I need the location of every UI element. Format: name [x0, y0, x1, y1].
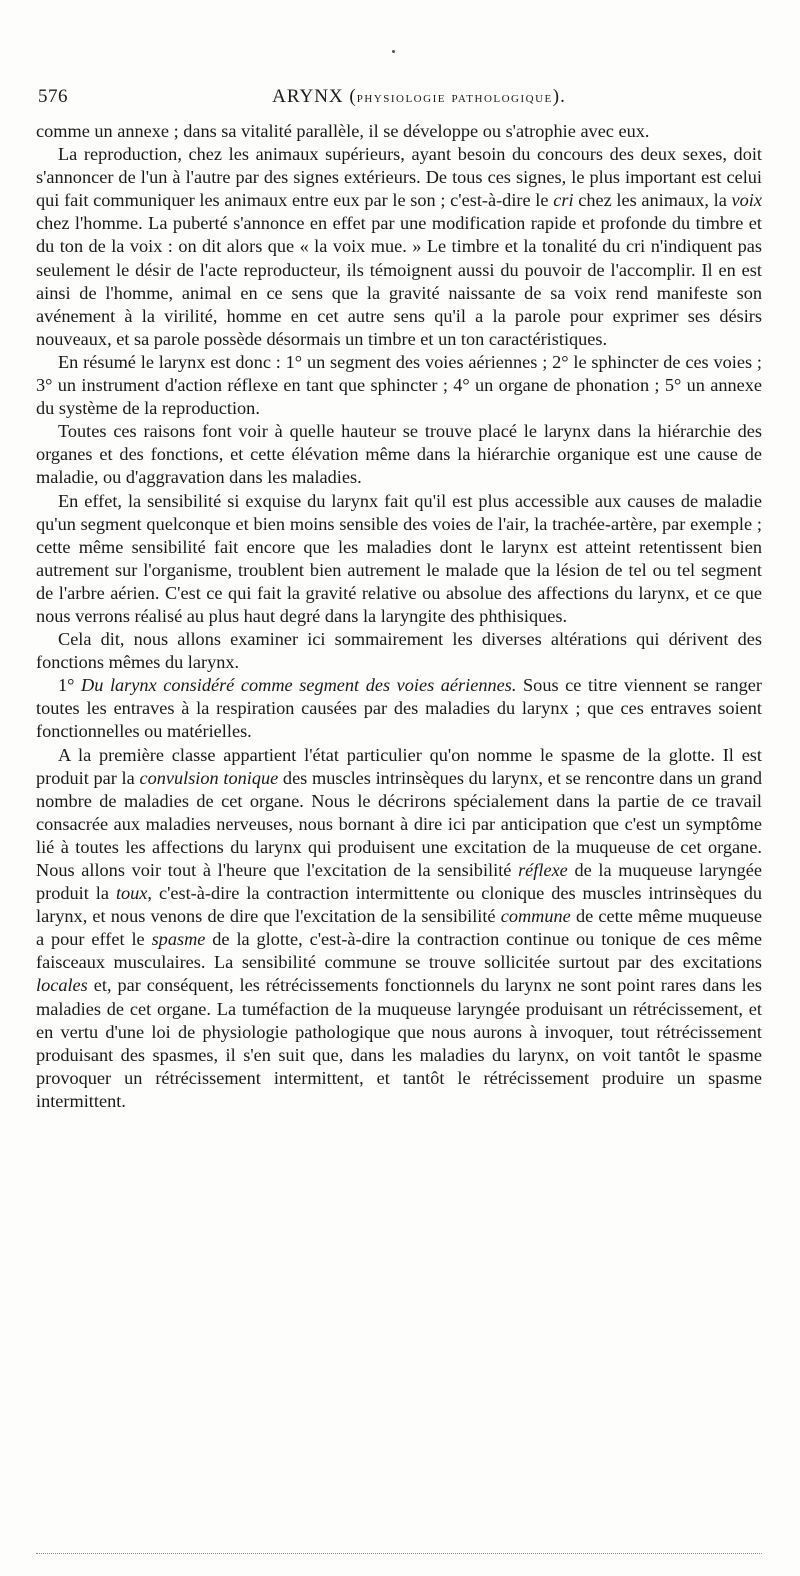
paragraph-8-text-d: , c'est-à-dire la contraction intermittente ou clonique des muscles intrinsèques du larynx, et nous venons de dire que l'excitation de la sensibilité: [36, 883, 762, 927]
paragraph-8-text-a: A la première classe appartient l'état particulier qu'on nomme le spasme de la glotte. Il est produit par la: [36, 744, 762, 788]
body-text: [36, 120, 762, 1113]
footer-dotted-rule: [36, 1553, 762, 1554]
section-number: 1°: [58, 675, 82, 696]
running-head-main: ARYNX (: [272, 86, 357, 107]
paragraph-8-text-g: et, par conséquent, les rétrécissements fonctionnels du larynx ne sont point rares dans les maladies de cet organe. La tuméfaction de la muqueuse laryngée produisant un rétrécissement, et en vertu d'une loi de physiologie pathologique que nous aurons à invoquer, tout rétrécissement produisant des spasmes, il s'en suit que, dans les maladies du larynx, on voit tantôt le spasme provoquer un rétrécissement intermittent, et tantôt le rétrécissement produire un spasme intermittent.: [36, 975, 762, 1111]
paragraph-8-text-f: de la glotte, c'est-à-dire la contraction continue ou tonique de ces même faisceaux musculaires. La sensibilité commune se trouve sollicitée surtout par des excitations: [36, 929, 762, 973]
paragraph-7-text: Sous ce titre viennent se ranger toutes les entraves à la respiration causées par des maladies du larynx ; que ces entraves soient fonctionnelles ou matérielles.: [36, 675, 762, 742]
paragraph-4: Toutes ces raisons font voir à quelle hauteur se trouve placé le larynx dans la hiérarchie des organes et des fonctions, et cette élévation même dans la hiérarchie organique est une cause de maladie, ou d'aggravation dans les maladies.: [36, 421, 762, 488]
paragraph-5: En effet, la sensibilité si exquise du larynx fait qu'il est plus accessible aux causes de maladie qu'un segment quelconque et bien moins sensible des voies de l'air, la trachée-artère, par exemple ; cette même sensibilité fait encore que les maladies dont le larynx est atteint retentissent bien autrement sur l'organisme, troublent bien autrement le malade que la lésion de tel ou tel segment de l'arbre aérien. C'est ce qui fait la gravité relative ou absolue des affections du larynx, et ce que nous verrons réalisé au plus haut degré dans la laryngite des phthisiques.: [36, 490, 762, 626]
paragraph-8-text-c: de la muqueuse laryngée produit la: [36, 860, 762, 904]
italic-convulsion-tonique: convulsion tonique: [139, 767, 279, 788]
paragraph-3: En résumé le larynx est donc : 1° un segment des voies aériennes ; 2° le sphincter de ces voies ; 3° un instrument d'action réflexe en tant que sphincter ; 4° un organe de phonation ; 5° un annexe du système de la reproduction.: [36, 351, 762, 419]
paragraph-2-text-a: La reproduction, chez les animaux supérieurs, ayant besoin du concours des deux sexes, doit s'annoncer de l'un à l'autre par des signes extérieurs. De tous ces signes, le plus important est celui qui fait communiquer les animaux entre eux par le son ; c'est-à-dire le: [36, 144, 762, 211]
paragraph-2-text-c: chez l'homme. La puberté s'annonce en effet par une modification rapide et profonde du timbre et du ton de la voix : on dit alors que « la voix mue. » Le timbre et la tonalité du cri n'indiquent pas seulement le désir de l'acte reproducteur, ils témoignent aussi du pouvoir de l'accomplir. Il en est ainsi de l'homme, animal en ce sens que la gravité naissante de sa voix rend manifeste son avénement à la virilité, homme en cet autre sens qu'il a la parole pour exprimer ses désirs nouveaux, et sa parole possède désormais un timbre et un ton caractéristiques.: [36, 213, 762, 349]
paragraph-8-text-b: des muscles intrinsèques du larynx, et se rencontre dans un grand nombre de maladies de cet organe. Nous le décrirons spécialement dans la partie de ce travail consacrée aux maladies nerveuses, nous bornant à dire ici par anticipation que c'est un symptôme lié à toutes les affections du larynx qui produisent une excitation de la muqueuse de cet organe. Nous allons voir tout à l'heure que l'excitation de la sensibilité: [36, 767, 763, 880]
paragraph-2: [36, 143, 762, 351]
running-head-end: ).: [552, 86, 566, 107]
running-head: [38, 86, 760, 108]
print-speck: [392, 50, 395, 53]
italic-locales: locales: [36, 975, 88, 996]
paragraph-2-text-b: chez les animaux, la: [573, 190, 732, 211]
italic-commune: commune: [500, 906, 571, 927]
paragraph-8: [36, 744, 762, 1114]
section-heading-italic: Du larynx considéré comme segment des voies aériennes.: [81, 675, 517, 696]
italic-reflexe: réflexe: [518, 860, 568, 880]
italic-toux: toux: [115, 883, 148, 904]
italic-spasme: spasme: [151, 929, 206, 950]
paragraph-7: [36, 674, 762, 743]
italic-cri: cri: [553, 190, 574, 211]
paragraph-1: comme un annexe ; dans sa vitalité parallèle, il se développe ou s'atrophie avec eux.: [36, 121, 650, 141]
page-number: 576: [38, 86, 68, 107]
paragraph-8-text-e: de cette même muqueuse a pour effet le: [36, 906, 762, 950]
paragraph-6: Cela dit, nous allons examiner ici sommairement les diverses altérations qui dérivent des fonctions mêmes du larynx.: [36, 629, 762, 673]
running-head-subtitle: physiologie pathologique: [356, 89, 553, 106]
page-header: [38, 86, 760, 116]
italic-voix: voix: [731, 190, 762, 211]
